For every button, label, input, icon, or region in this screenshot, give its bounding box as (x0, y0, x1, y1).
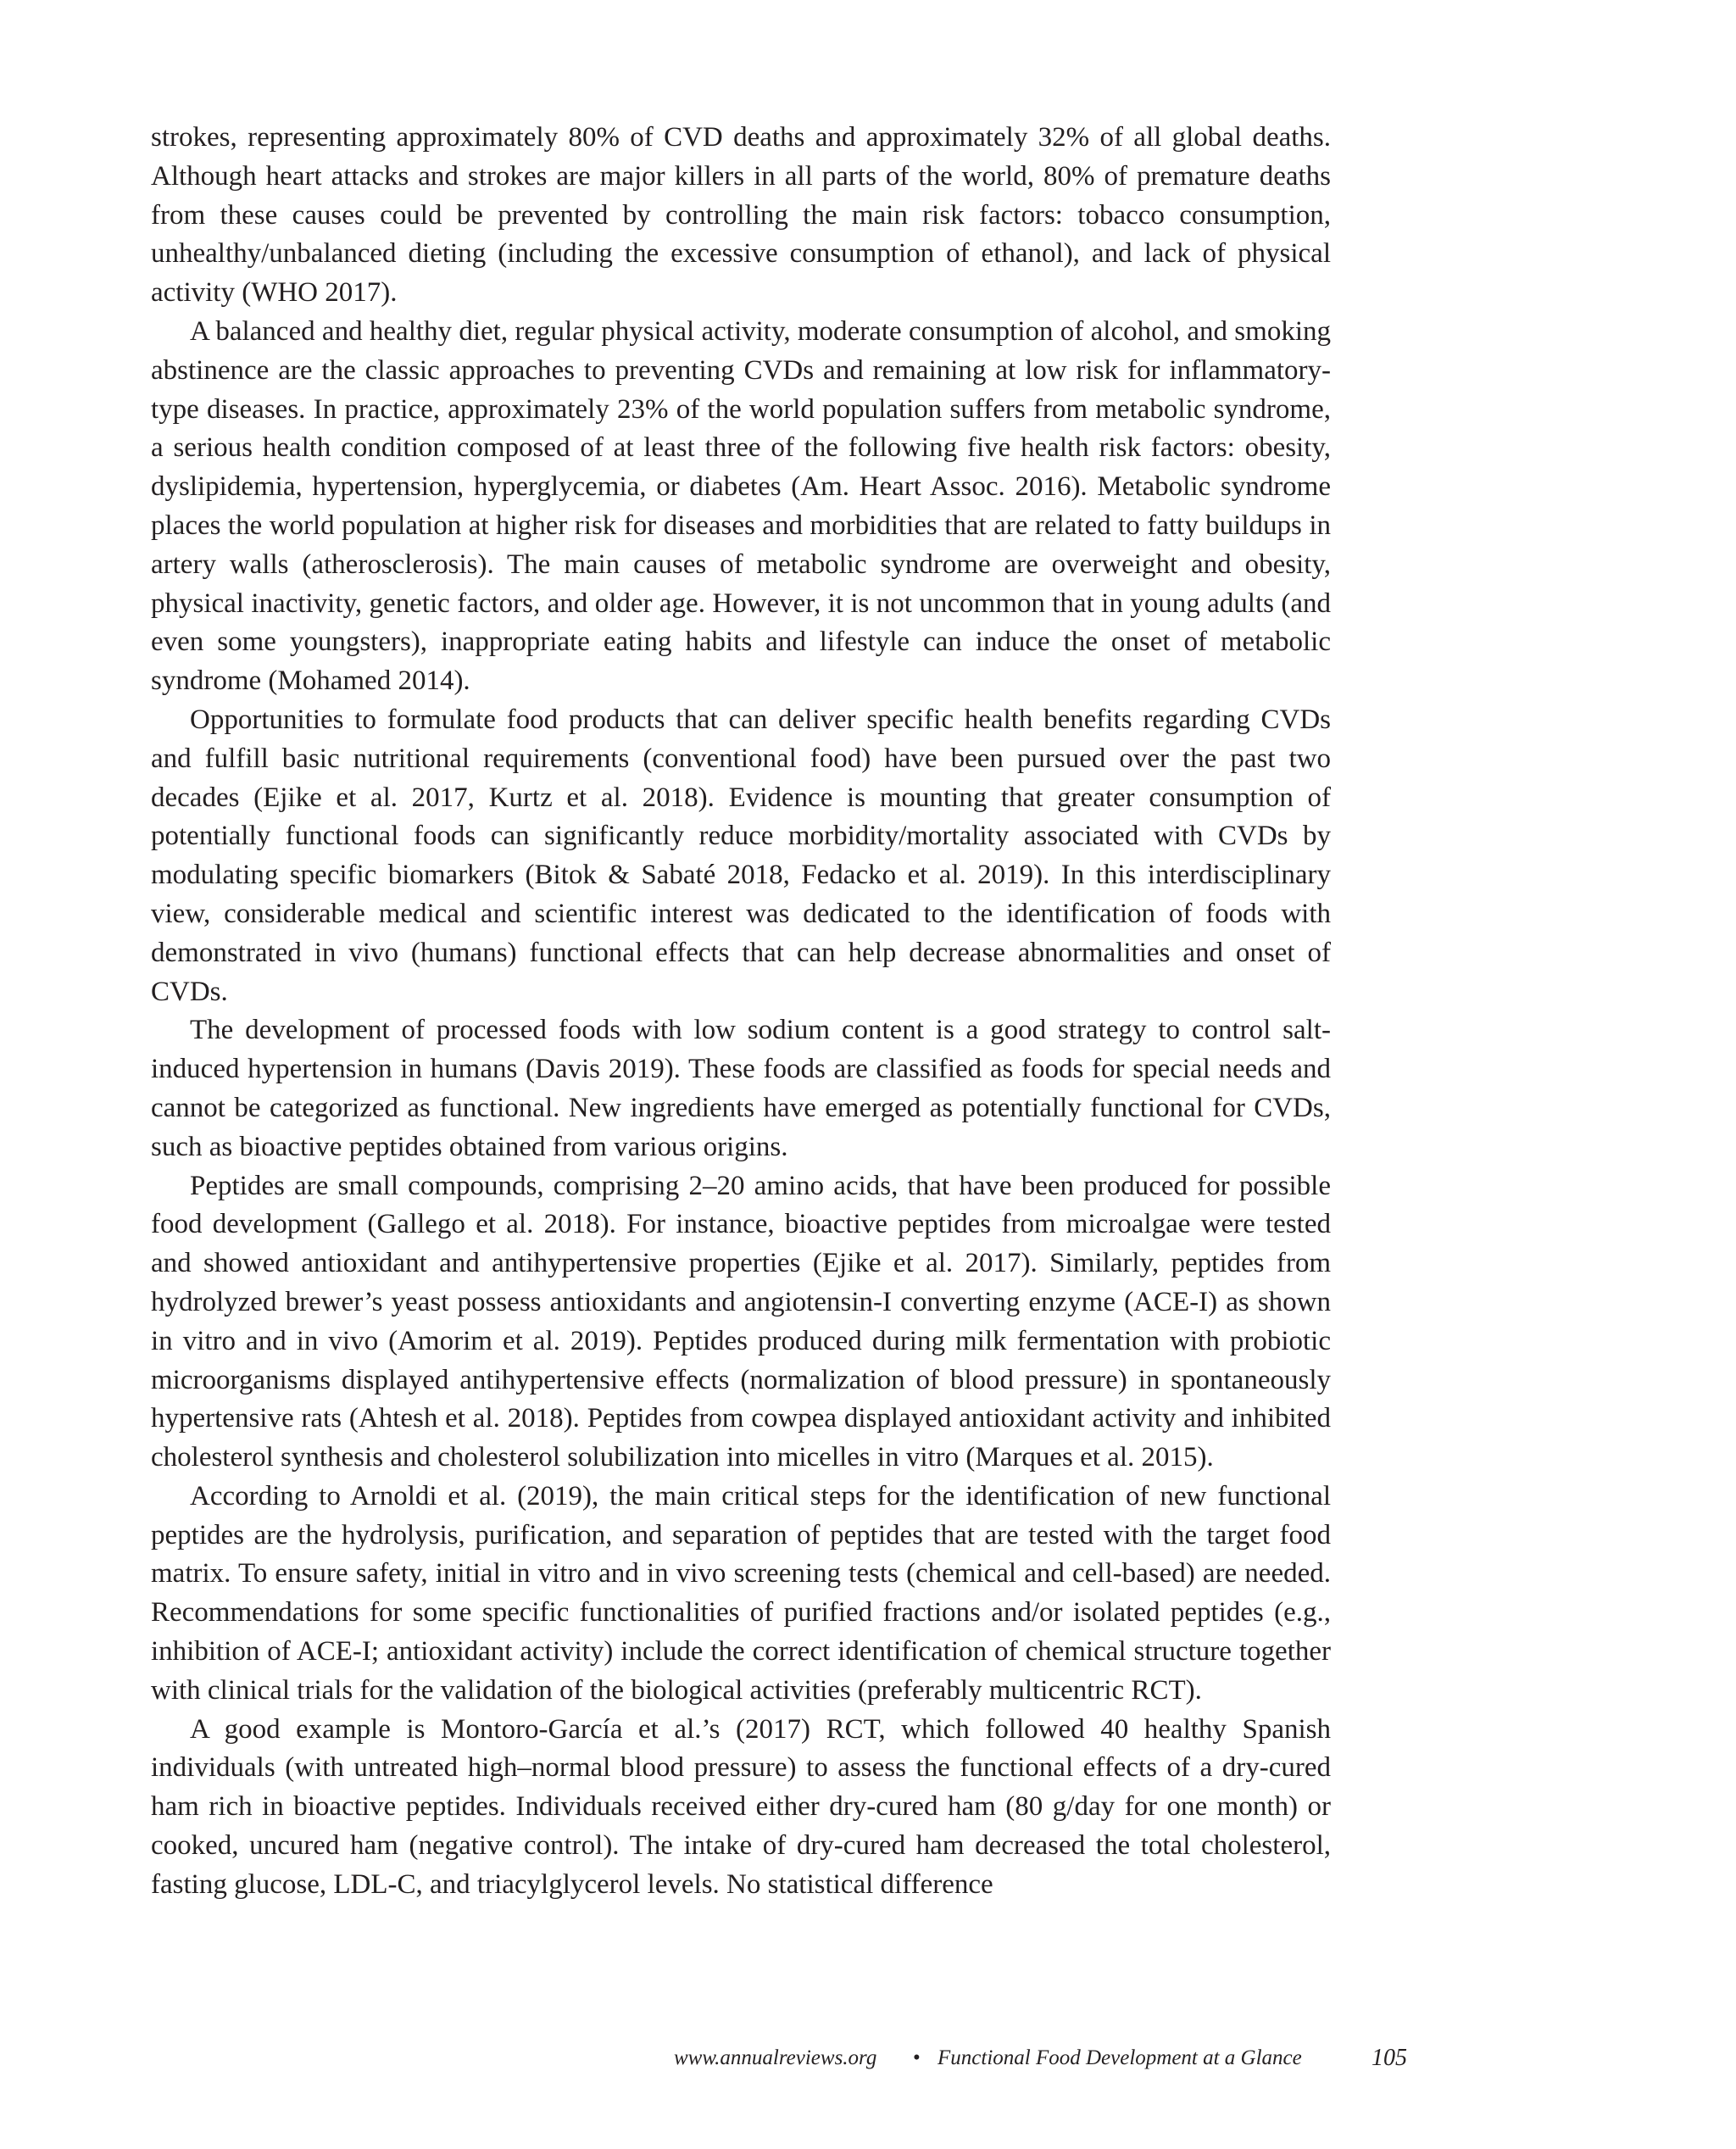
paragraph-low-sodium: The development of processed foods with low sodium content is a good strategy to control salt-induced hypertension in humans (Davis 2019). These foods are classified as foods for special needs and cannot be categorized as functional. New ingredients have emerged as potentially functional for CVDs, such as bioactive peptides obtained from various origins. (151, 1015, 1331, 1162)
running-title: Functional Food Development at a Glance (938, 2046, 1302, 2069)
page-number: 105 (1372, 2045, 1407, 2071)
article-body (151, 119, 1331, 1905)
paragraph-dry-cured-ham: A good example is Montoro-García et al.’s (2017) RCT, which followed 40 healthy Spanish individuals (with untreated high–normal blood pressure) to assess the functional effects of a dry-cured ham rich in bioactive peptides. Individuals received either dry-cured ham (80 g/day for one month) or cooked, uncured ham (negative control). The intake of dry-cured ham decreased the total cholesterol, fasting glucose, LDL-C, and triacylglycerol levels. No statistical difference (151, 1713, 1331, 1900)
paragraph-diet-metabolic-syndrome: A balanced and healthy diet, regular physical activity, moderate consumption of alcohol, and smoking abstinence are the classic approaches to preventing CVDs and remaining at low risk for inflammatory-type diseases. In practice, approximately 23% of the world population suffers from metabolic syndrome, a serious health condition composed of at least three of the following five health risk factors: obesity, dyslipidemia, hypertension, hyperglycemia, or diabetes (Am. Heart Assoc. 2016). Metabolic syndrome places the world population at higher risk for diseases and morbidities that are related to fatty buildups in artery walls (atherosclerosis). The main causes of metabolic syndrome are overweight and obesity, physical inactivity, genetic factors, and older age. However, it is not uncommon that in young adults (and even some youngsters), inappropriate eating habits and lifestyle can induce the onset of metabolic syndrome (Mohamed 2014). (151, 315, 1331, 697)
footer-bullet: • (913, 2046, 921, 2069)
paragraph-functional-foods: Opportunities to formulate food products that can deliver specific health benefits regarding CVDs and fulfill basic nutritional requirements (conventional food) have been pursued over the past two decades (Ejike et al. 2017, Kurtz et al. 2018). Evidence is mounting that greater consumption of potentially functional foods can significantly reduce morbidity/mortality associated with CVDs by modulating specific biomarkers (Bitok & Sabaté 2018, Fedacko et al. 2019). In this interdisciplinary view, considerable medical and scientific interest was dedicated to the identification of foods with demonstrated in vivo (humans) functional effects that can help decrease abnormalities and onset of CVDs. (151, 704, 1331, 1007)
paragraph-identification-steps: According to Arnoldi et al. (2019), the main critical steps for the identification of new functional peptides are the hydrolysis, purification, and separation of peptides that are tested with the target food matrix. To ensure safety, initial in vitro and in vivo screening tests (chemical and cell-based) are needed. Recommendations for some specific functionalities of purified fractions and/or isolated peptides (e.g., inhibition of ACE-I; antioxidant activity) include the correct identification of chemical structure together with clinical trials for the validation of the biological activities (preferably multicentric RCT). (151, 1480, 1331, 1706)
page-footer (0, 2038, 1736, 2079)
paragraph-peptides: Peptides are small compounds, comprising 2–20 amino acids, that have been produced for possible food development (Gallego et al. 2018). For instance, bioactive peptides from microalgae were tested and showed antioxidant and antihypertensive properties (Ejike et al. 2017). Similarly, peptides from hydrolyzed brewer’s yeast possess antioxidants and angiotensin-I converting enzyme (ACE-I) as shown in vitro and in vivo (Amorim et al. 2019). Peptides produced during milk fermentation with probiotic microorganisms displayed antihypertensive effects (normalization of blood pressure) in spontaneously hypertensive rats (Ahtesh et al. 2018). Peptides from cowpea displayed antioxidant activity and inhibited cholesterol synthesis and cholesterol solubilization into micelles in vitro (Marques et al. 2015). (151, 1170, 1331, 1473)
paragraph-continued: strokes, representing approximately 80% of CVD deaths and approximately 32% of all global deaths. Although heart attacks and strokes are major killers in all parts of the world, 80% of premature deaths from these causes could be prevented by controlling the main risk factors: tobacco consumption, unhealthy/unbalanced dieting (including the excessive consumption of ethanol), and lack of physical activity (WHO 2017). (151, 122, 1331, 309)
footer-url: www.annualreviews.org (674, 2046, 877, 2069)
